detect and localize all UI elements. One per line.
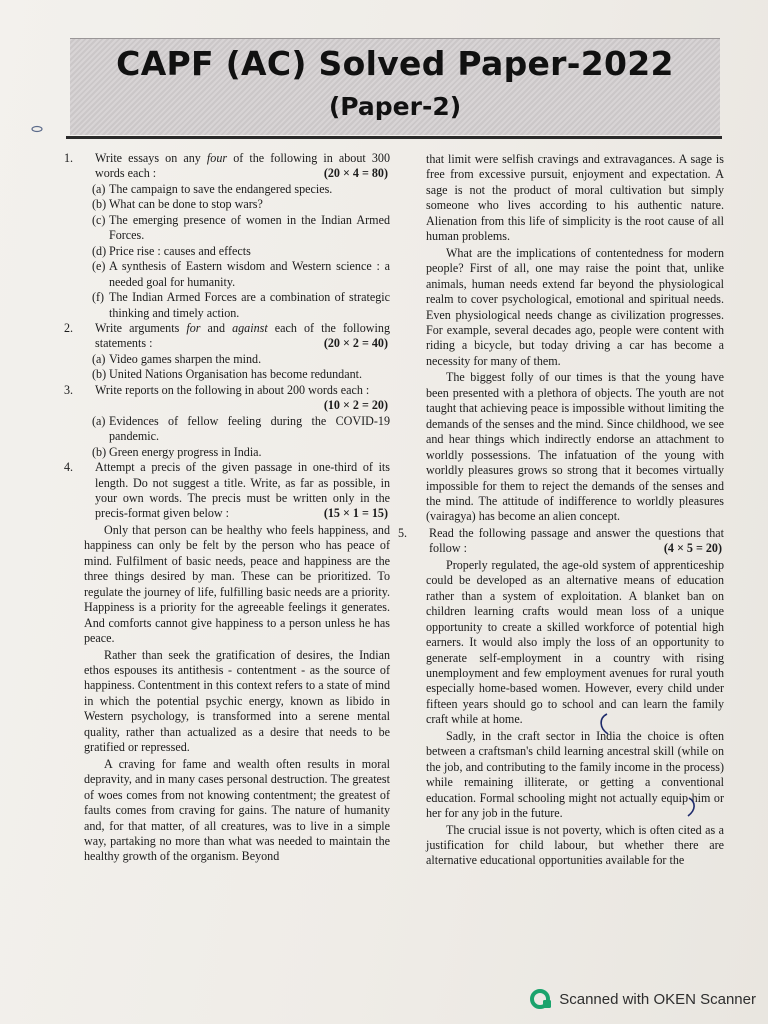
question-3 xyxy=(64,383,390,414)
oken-scanner-logo-icon xyxy=(530,988,552,1010)
option-text: Video games sharpen the mind. xyxy=(109,351,262,366)
option-text: What can be done to stop wars? xyxy=(109,197,263,212)
marks-label: (4 × 5 = 20) xyxy=(663,541,722,556)
pen-bracket-mark xyxy=(596,712,610,736)
marks-label: (15 × 1 = 15) xyxy=(323,506,388,521)
passage-paragraph: Rather than seek the gratification of desires, the Indian ethos espouses its antithesis - contentment - as the source of happiness. Contentment in this context refers to a state of mind in which the potential psychic energy, known as libido in Western psychology, is transformed into a serene mental quality, rather than actualized as a desire that needs to be gratified or repressed. xyxy=(84,647,390,755)
option-text: The Indian Armed Forces are a combination of strategic thinking and timely action. xyxy=(109,290,390,320)
option-item xyxy=(64,244,390,259)
option-item xyxy=(64,197,390,212)
option-label: (a) xyxy=(92,351,106,366)
question-4 xyxy=(64,460,390,522)
option-text: United Nations Organisation has become redundant. xyxy=(109,367,363,382)
option-label: (b) xyxy=(92,367,107,382)
marks-label: (20 × 4 = 80) xyxy=(323,166,388,181)
passage-paragraph: The biggest folly of our times is that the young have been presented with a plethora of objects. The youth are not taught that achieving peace is impossible without limiting the demands of the senses and the mind. Since childhood, we see and hear things which indirectly endorse an attachment to worldly possessions. The infatuation of the young with worldly pleasures grows so strong that it becomes virtually impossible for them to reject the demands of the senses and the mind. The attitude of indifference to worldly pleasures (vairagya) has become an alien concept. xyxy=(426,370,724,524)
passage-paragraph: that limit were selfish cravings and extravagances. A sage is free from excessive pursuit, enjoyment and expectation. A sage is not the product of moral cultivation but simply someone who lives according to his authentic nature. Alienation from this life of simplicity is the root cause of all human problems. xyxy=(426,152,724,244)
question-number: 5. xyxy=(398,525,408,540)
option-text: Green energy progress in India. xyxy=(109,444,262,459)
header-underline xyxy=(66,136,722,139)
left-column xyxy=(64,151,390,866)
question-5 xyxy=(398,526,724,557)
scanner-watermark xyxy=(530,988,756,1010)
option-label: (a) xyxy=(92,181,106,196)
option-item xyxy=(64,290,390,321)
page-title: CAPF (AC) Solved Paper-2022 xyxy=(116,44,674,83)
option-item xyxy=(64,445,390,460)
page-subtitle: (Paper-2) xyxy=(328,92,462,121)
question-number: 1. xyxy=(64,151,74,165)
question-2 xyxy=(64,321,390,352)
pen-bracket-mark xyxy=(686,796,698,818)
marks-label: (20 × 2 = 40) xyxy=(323,336,388,351)
option-text: The emerging presence of women in the Indian Armed Forces. xyxy=(109,212,390,243)
option-label: (b) xyxy=(92,444,107,459)
option-item xyxy=(64,352,390,367)
question-stem: Write arguments for and against each of the following statements : xyxy=(95,321,390,351)
passage-paragraph: Only that person can be healthy who feels happiness, and happiness can only be felt by the person who has peace of mind. Fulfilment of basic needs, peace and happiness are the three things desired by man. These can be prioritized. To regulate the journey of life, fulfilling basic needs are a priority. Happiness is a priority for the agreeable feelings it generates. And comforts cannot give happiness to a person unless he has peace. xyxy=(84,522,390,646)
question-number: 3. xyxy=(64,382,74,397)
option-label: (e) xyxy=(92,259,106,274)
option-label: (a) xyxy=(92,413,106,428)
option-text: Evidences of fellow feeling during the COVID-19 pandemic. xyxy=(109,413,390,444)
margin-pen-mark xyxy=(30,124,44,134)
option-item xyxy=(64,367,390,382)
option-item xyxy=(64,213,390,244)
question-1 xyxy=(64,151,390,182)
option-label: (d) xyxy=(92,243,107,258)
question-stem: Read the following passage and answer the questions that follow : xyxy=(429,525,724,556)
passage-paragraph: Sadly, in the craft sector in India the choice is often between a craftsman's child learning ancestral skill (while on the job, and contributing to the family income in the process) while remaining illiterate, or getting a conventional education. Formal schooling might not actually equip him or her for any job in the future. xyxy=(426,728,724,821)
question-number: 2. xyxy=(64,321,74,335)
question-stem: Attempt a precis of the given passage in one-third of its length. Do not suggest a title. Write, as far as possible, in your own words. The precis must be written only in the precis-format given below : xyxy=(95,460,390,521)
option-label: (c) xyxy=(92,212,106,227)
scanner-text: Scanned with OKEN Scanner xyxy=(559,990,756,1008)
option-text: A synthesis of Eastern wisdom and Western science : a needed goal for humanity. xyxy=(109,259,390,289)
passage-paragraph: The crucial issue is not poverty, which is often cited as a justification for child labour, but whether there are alternative educational opportunities available for the xyxy=(426,822,724,868)
passage-paragraph: What are the implications of contentedness for modern people? First of all, one may raise the point that, unlike animals, human needs extend far beyond the physiological realm to cover psychological, emotional and spiritual needs. Even physiological needs change as civilization progresses. For example, several decades ago, people were content with riding a bicycle, but today driving a car has become a necessity for many of them. xyxy=(426,245,724,368)
question-number: 4. xyxy=(64,460,74,475)
option-text: Price rise : causes and effects xyxy=(109,243,251,258)
right-column xyxy=(398,151,724,870)
option-item xyxy=(64,414,390,445)
passage-paragraph: A craving for fame and wealth often results in moral depravity, and in many cases personal destruction. The greatest of woes comes from not knowing contentment; the greatest of faults comes from craving for gains. The nature of humanity and, for that matter, of all creatures, was to live in a simple way, partaking no more than what was needed to maintain the healthy growth of the organism. Beyond xyxy=(84,756,390,864)
question-stem: Write reports on the following in about 200 words each : xyxy=(95,382,370,397)
option-text: The campaign to save the endangered species. xyxy=(109,181,333,196)
passage-paragraph: Properly regulated, the age-old system of apprenticeship could be developed as an alternative means of education rather than a system of exploitation. A blanket ban on children learning crafts would mean loss of a unique opportunity to create a skilled workforce of potential high earners. It would also imply the loss of an opportunity to generate self-employment in a country with rising unemployment and few employment avenues for rural youth especially home-based women. However, every child under fifteen years should go to school and can learn the family craft while at home. xyxy=(426,557,724,727)
option-label: (b) xyxy=(92,197,107,212)
marks-label: (10 × 2 = 20) xyxy=(323,398,388,413)
option-label: (f) xyxy=(92,290,105,305)
option-item xyxy=(64,182,390,197)
question-stem: Write essays on any four of the following in about 300 words each : xyxy=(95,151,390,181)
option-item xyxy=(64,259,390,290)
